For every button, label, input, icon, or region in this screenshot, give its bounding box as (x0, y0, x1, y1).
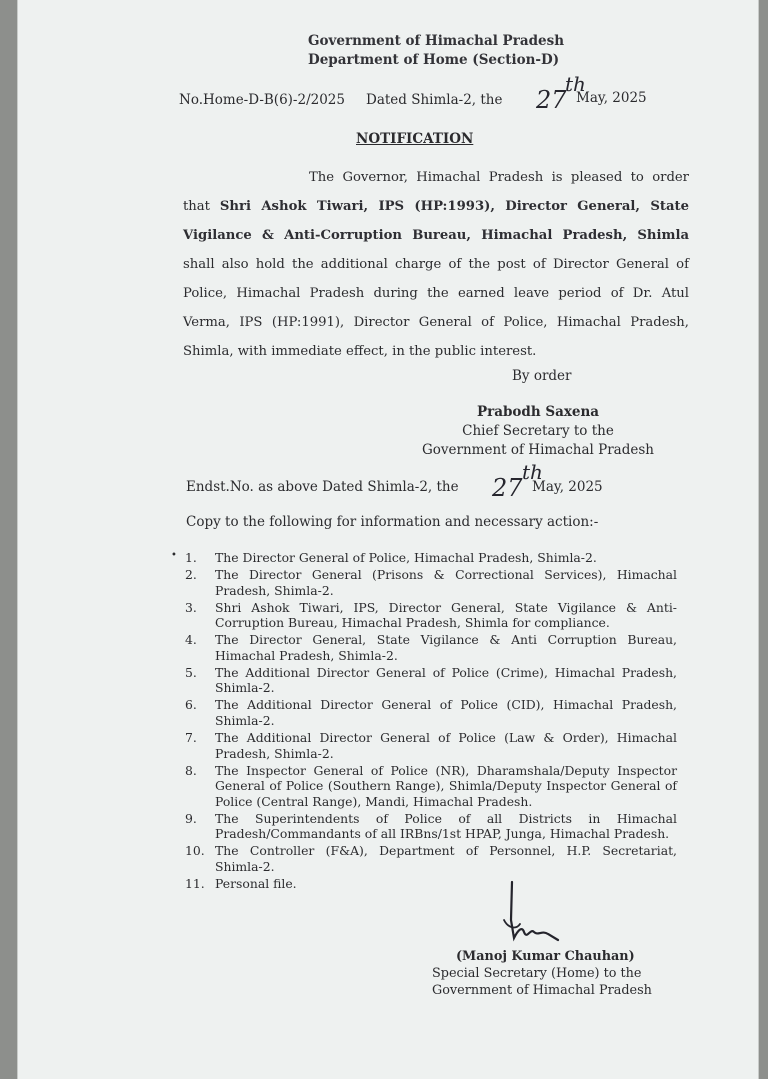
list-item: 1. The Director General of Police, Himachal Pradesh, Shimla-2. (185, 550, 597, 565)
signatory-1-designation: Chief Secretary to the (462, 423, 614, 439)
endorsement-label: Endst.No. as above Dated Shimla-2, the (186, 479, 459, 495)
signatory-1-organisation: Government of Himachal Pradesh (422, 442, 654, 458)
list-item: 9. The Superintendents of Police of all Districts in Himachal Pradesh/Commandants of all IRBns/1st HPAP, Junga, Himachal Pradesh. (185, 810, 677, 842)
by-order: By order (512, 368, 572, 384)
reference-number: No.Home-D-B(6)-2/2025 (179, 92, 345, 108)
reference-dated-label: Dated Shimla-2, the (366, 92, 503, 108)
endorsement-month-year: May, 2025 (532, 479, 603, 495)
government-heading: Government of Himachal Pradesh (308, 33, 565, 49)
body-officer-bold: Shri Ashok Tiwari, IPS (HP:1993), Director General, State Vigilance & Anti-Corruption Bureau, Himachal Pradesh, Shimla (183, 199, 689, 243)
body-intro: The Governor, Himachal Pradesh is pleased to order that (183, 170, 689, 214)
signatory-1-name: Prabodh Saxena (476, 404, 600, 420)
list-item: 4. The Director General, State Vigilance & Anti Corruption Bureau, Himachal Pradesh, Shimla-2. (185, 632, 677, 663)
list-item: 11. Personal file. (185, 875, 297, 891)
list-item: 5. The Additional Director General of Police (Crime), Himachal Pradesh, Shimla-2. (185, 664, 677, 696)
document-page (18, 0, 758, 1079)
list-item: 10. The Controller (F&A), Department of Personnel, H.P. Secretariat, Shimla-2. (185, 843, 677, 874)
list-item: 8. The Inspector General of Police (NR), Dharamshala/Deputy Inspector General of Police (Southern Range), Shimla/Deputy Inspector General of Police (Central Range), Mandi, Himachal Pradesh. (185, 762, 677, 809)
reference-month-year: May, 2025 (576, 90, 647, 106)
body-rest: shall also hold the additional charge of the post of Director General of Police, Himachal Pradesh during the earned leave period of Dr. Atul Verma, IPS (HP:1991), Director General of Police, Himachal Pradesh, Shimla, with immediate effect, in the public interest. (183, 257, 689, 359)
list-item: 7. The Additional Director General of Police (Law & Order), Himachal Pradesh, Shimla-2. (185, 730, 677, 761)
copy-to-heading: Copy to the following for information and necessary action:- (186, 514, 599, 530)
copy-list (185, 550, 677, 893)
notification-body (183, 163, 689, 366)
handwritten-signature (494, 880, 564, 955)
endorsement-handwritten-suffix: th (522, 460, 543, 484)
notification-title: NOTIFICATION (356, 131, 474, 147)
stray-dot: • (171, 550, 177, 561)
handwritten-day: 27 (536, 86, 567, 114)
signatory-block-1 (420, 403, 656, 460)
signatory-2-designation: Special Secretary (Home) to the (432, 966, 642, 981)
list-item: 6. The Additional Director General of Police (CID), Himachal Pradesh, Shimla-2. (185, 697, 677, 728)
signatory-block-2 (432, 948, 652, 999)
list-item: 2. The Director General (Prisons & Correctional Services), Himachal Pradesh, Shimla-2. (185, 567, 677, 598)
signatory-2-organisation: Government of Himachal Pradesh (432, 983, 652, 998)
department-heading: Department of Home (Section-D) (308, 52, 560, 68)
signatory-2-name: (Manoj Kumar Chauhan) (456, 949, 635, 964)
endorsement-handwritten-day: 27 (492, 474, 523, 502)
handwritten-day-suffix: th (565, 72, 586, 96)
list-item: 3. Shri Ashok Tiwari, IPS, Director General, State Vigilance & Anti-Corruption Bureau, Himachal Pradesh, Shimla for compliance. (185, 599, 677, 631)
